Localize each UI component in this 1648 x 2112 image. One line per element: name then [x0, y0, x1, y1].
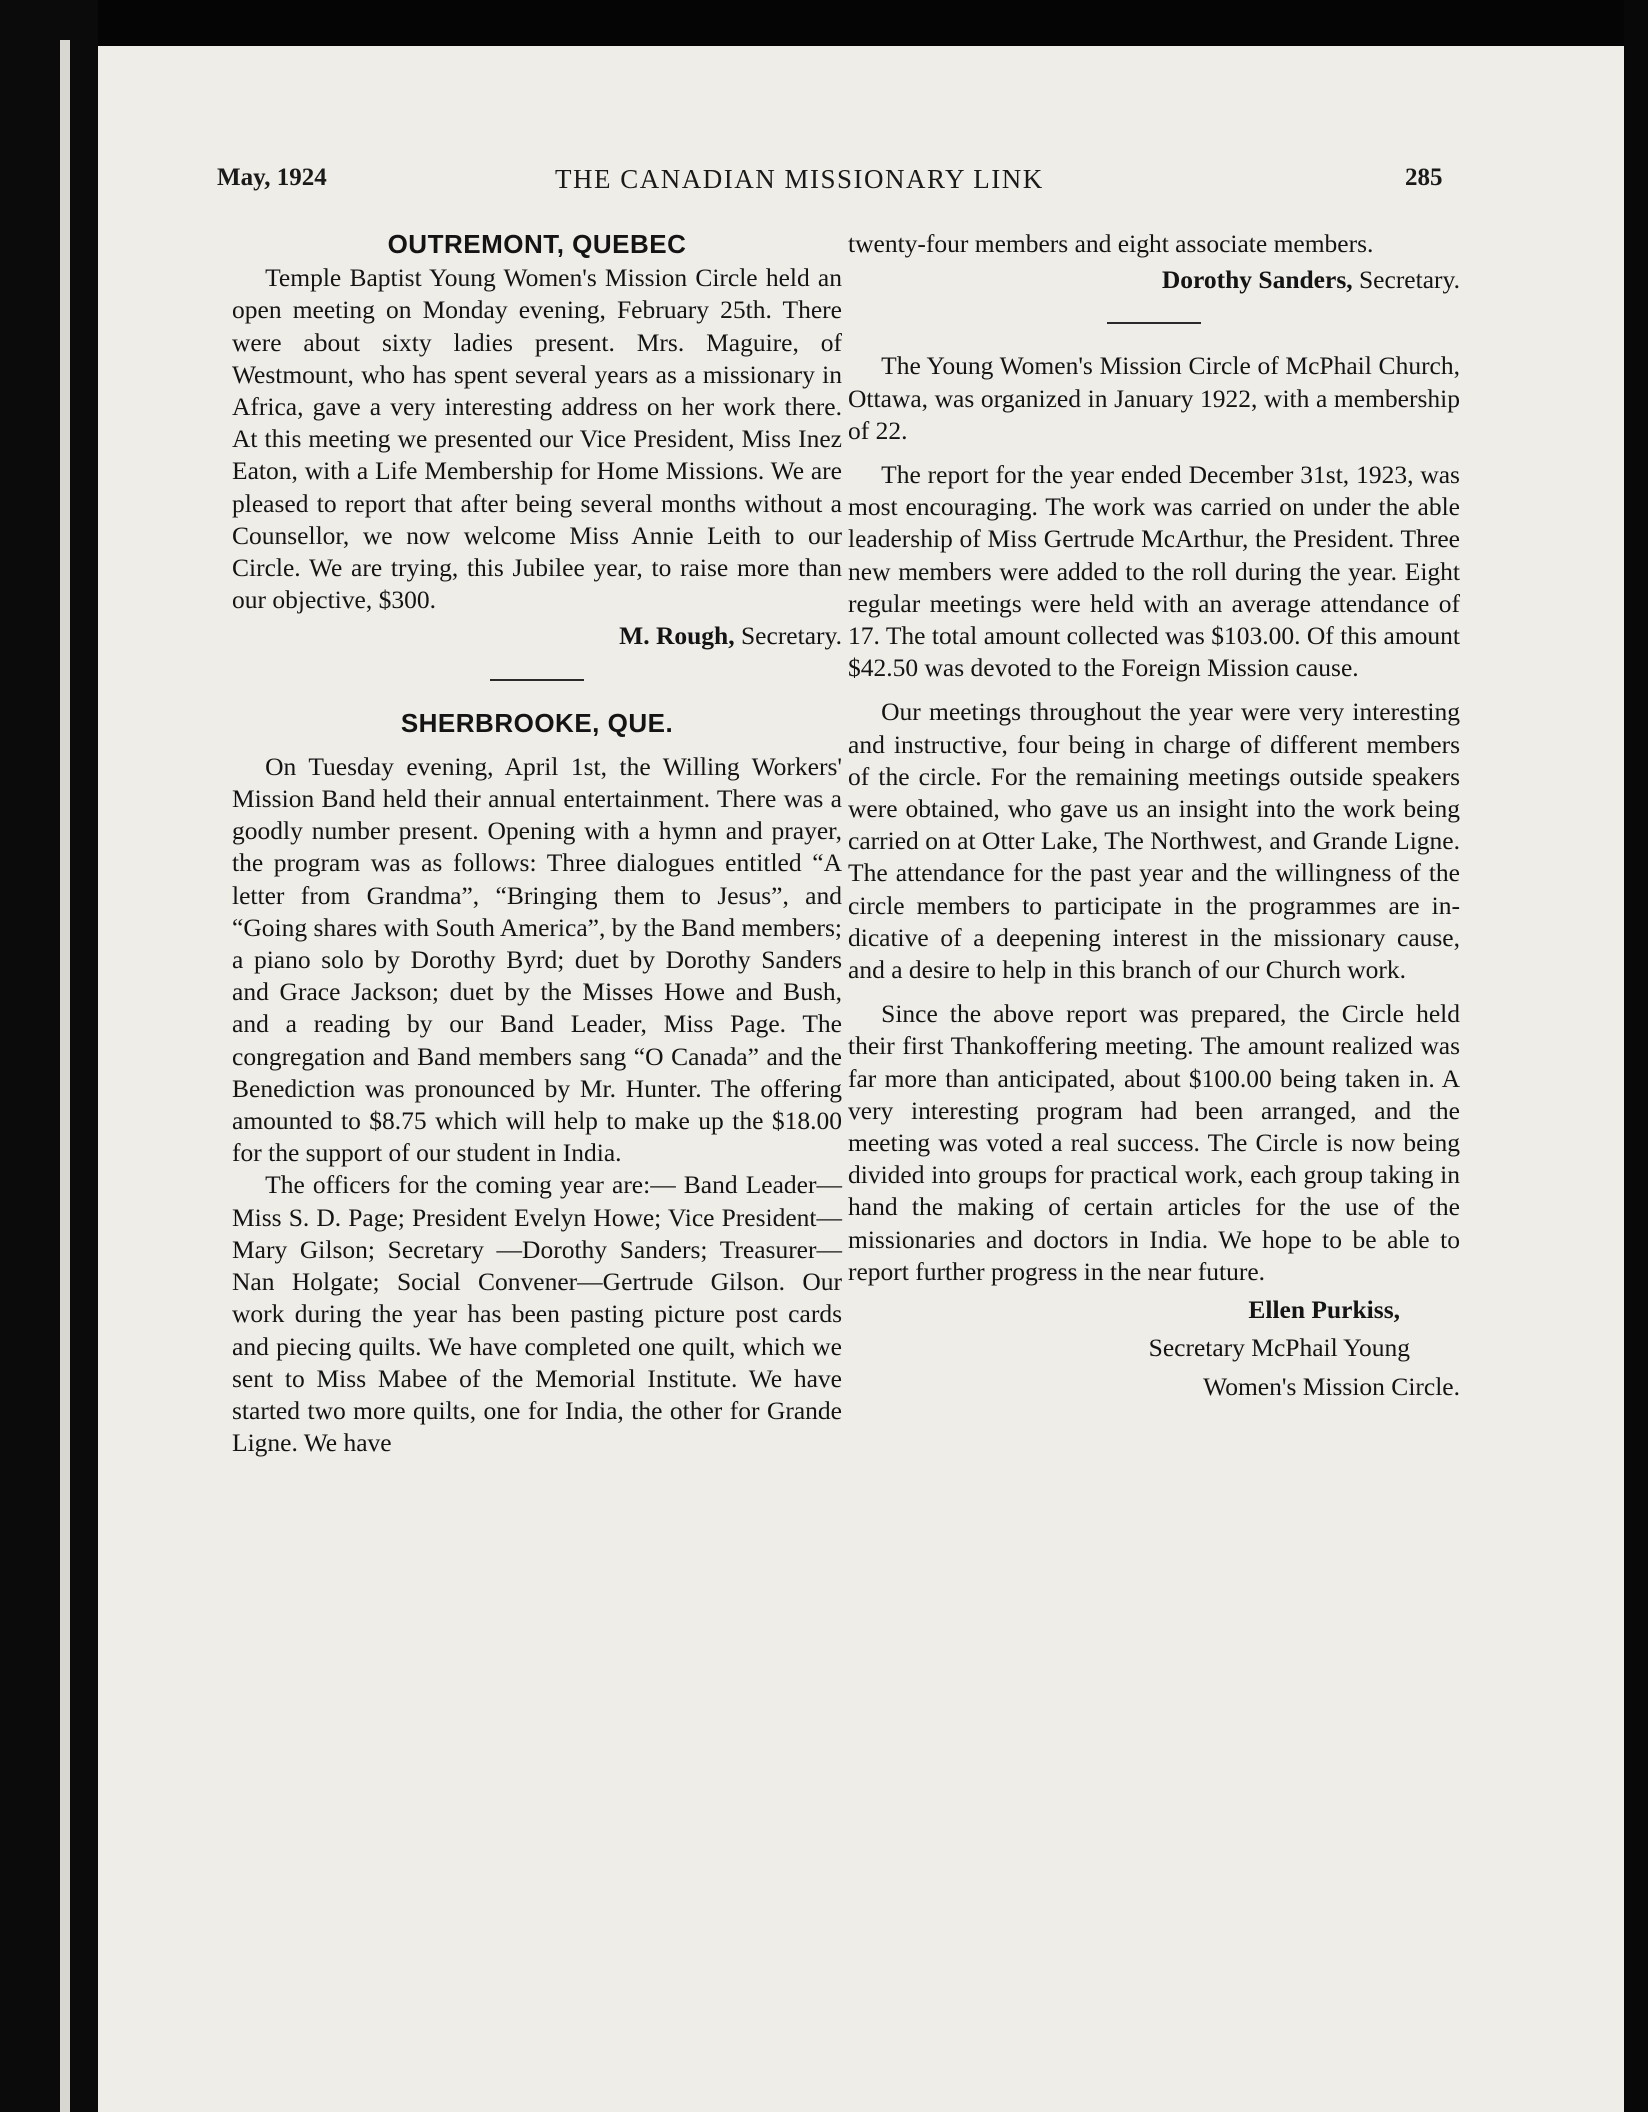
mcphail-report: The report for the year ended December 31st, 1923, was most encouraging. The work was carried on under the able leadership of Miss Gertrude McArthur, the President. Three new members were added to the roll during the year. Eight regular meetings were held with an average attendance of 17. The total amount collected was $103.00. Of this amount $42.50 was devoted to the Foreign Mission cause. [848, 460, 1460, 683]
left-column [232, 228, 842, 1459]
mcphail-meetings: Our meetings throughout the year were very interesting and instructive, four being in charge of different members of the circle. For the remaining meetings outside speakers were obtained, who gave us an insight into the work being carried on at Otter Lake, The Northwest, and Grande Ligne. The attendance for the past year and the willingness of the circle members to participate in the programmes are indicative of a deepening interest in the missionary cause, and a desire to help in this branch of our Church work. [848, 697, 1460, 985]
sherbrooke-continued: twenty-four members and eight associate members. [848, 229, 1374, 258]
scan-right-border [1624, 0, 1648, 2112]
closing-role-line2: Women's Mission Circle. [1203, 1371, 1460, 1401]
scan-left-border [0, 0, 98, 2112]
section-divider [1107, 322, 1201, 324]
binding-edge [60, 40, 70, 2112]
section-heading-outremont: OUTREMONT, QUEBEC [387, 229, 687, 259]
right-column [848, 228, 1460, 1403]
page-number: 285 [1405, 164, 1443, 191]
sherbrooke-report: On Tuesday evening, April 1st, the Willing Workers' Mission Band held their annual entertainment. There was a goodly number present. Opening with a hymn and prayer, the program was as follows: Three dialogues entitled “A letter from Grandma”, “Bringing them to Jesus”, and “Going shares with South America”, by the Band members; a piano solo by Dorothy Byrd; duet by Dorothy Sanders and Grace Jackson; duet by the Misses Howe and Bush, and a reading by our Band Leader, Miss Page. The congregation and Band members sang “O Canada” and the Benediction was pronounced by Mr. Hunter. The offering amounted to $8.75 which will help to make up the $18.00 for the support of our student in India. [232, 751, 842, 1168]
page-header-title: THE CANADIAN MISSIONARY LINK [555, 164, 1044, 194]
outremont-signature [232, 620, 842, 652]
section-heading-sherbrooke: SHERBROOKE, QUE. [400, 707, 674, 738]
signature-name: Dorothy Sanders, [1161, 265, 1353, 295]
section-divider [490, 679, 584, 681]
signature-name: M. Rough, [619, 621, 735, 651]
sherbrooke-signature [848, 264, 1460, 296]
mcphail-intro: The Young Women's Mission Circle of McPhail Church, Ottawa, was organized in January 1922, with a membership of 22. [848, 351, 1460, 445]
closing-signature [848, 1294, 1460, 1403]
closing-role-line1: Secretary McPhail Young [1148, 1333, 1410, 1363]
closing-name: Ellen Purkiss, [1248, 1295, 1400, 1325]
scan-top-border [0, 0, 1648, 50]
mcphail-thankoffering: Since the above report was prepared, the Circle held their first Thankoffering meeting. The amount realized was far more than anticipated, about $100.00 being taken in. A very interesting program had been arranged, and the meeting was voted a real success. The Circle is now being divided into groups for practical work, each group taking in hand the making of certain articles for the use of the missionaries and doctors in India. We hope to be able to report further progress in the near future. [848, 999, 1460, 1286]
sherbrooke-officers: The officers for the coming year are:— Band Leader—Miss S. D. Page; President Evelyn Howe; Vice President—Mary Gilson; Secretary —Dorothy Sanders; Treasurer—Nan Holgate; Social Convener—Gertrude Gilson. Our work during the year has been pasting picture post cards and piecing quilts. We have completed one quilt, which we sent to Miss Mabee of the Memorial Institute. We have started two more quilts, one for India, the other for Grande Ligne. We have [232, 1170, 842, 1458]
outremont-report: Temple Baptist Young Women's Mission Circle held an open meeting on Monday evening, February 25th. There were about sixty ladies present. Mrs. Maguire, of Westmount, who has spent several years as a missionary in Africa, gave a very interesting address on her work there. At this meeting we presented our Vice President, Miss Inez Eaton, with a Life Membership for Home Missions. We are pleased to report that after being several months without a Counsellor, we now welcome Miss Annie Leith to our Circle. We are trying, this Jubilee year, to raise more than our objective, $300. [232, 263, 842, 615]
signature-role: Secretary. [1352, 265, 1460, 295]
page-header-date: May, 1924 [217, 164, 327, 191]
signature-role: Secretary. [734, 621, 842, 651]
